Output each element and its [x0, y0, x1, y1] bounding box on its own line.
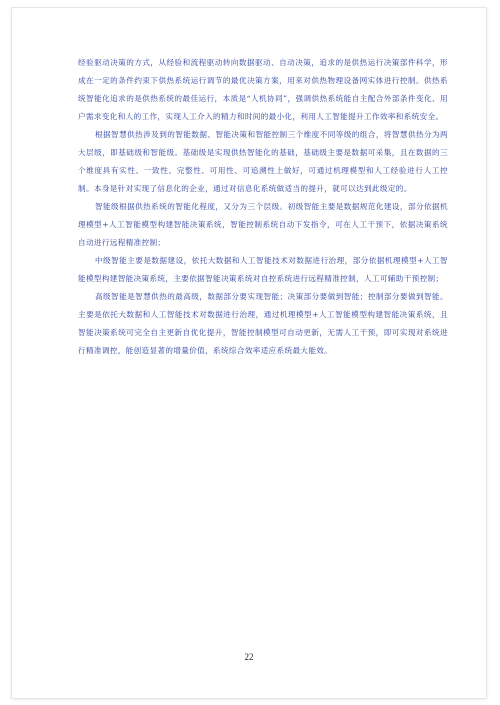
page-number: 22: [244, 652, 254, 662]
document-page: [12, 8, 486, 698]
paragraph-intelligent-level: 智能级根据供热系统的智能化程度，又分为三个层级。初级智能主要是数据规范化建设，部分依据机理模型+人工智能模型构建智能决策系统，智能控制系统自动下发指令，可在人工干预下，依据决策系统自动进行远程精准控制；: [78, 202, 448, 247]
paragraph-intermediate-level: 中级智能主要是数据建设，依托大数据和人工智能技术对数据进行治理，部分依据机理模型+人工智能模型构建智能决策系统，主要依据智能决策系统对自控系统进行远程精准控制，人工可辅助干预控制；: [78, 256, 448, 283]
paragraph-levels-overview: 根据智慧供热涉及到的智能数据、智能决策和智能控制三个维度不同等级的组合，将智慧供热分为两大层级，即基础级和智能级。基础级是实现供热智能化的基础，基础级主要是数据可采集，且在数据的三个维度具有实性、一致性、完整性、可用性、可追溯性上做好，可通过机理模型和人工经验进行人工控制。本身是针对实现了信息化的企业，通过对信息化系统做适当的提升，就可以达到此级定的。: [78, 130, 448, 193]
paragraph-continuation: 经验驱动决策的方式，从经验和流程驱动转向数据驱动、自动决策，追求的是供热运行决策部件科学，形成在一定的条件约束下供热系统运行调节的最优决策方案，用来对供热物理设备网实体进行控制。供热系统智能化追求的是供热系统的最佳运行，本质是“人机协同”，强调供热系统能自主配合外部条件变化、用户需求变化和人的工作，实现人工介入的精力和时间的最小化，利用人工智能提升工作效率和系统安全。: [78, 58, 448, 121]
body-text: [78, 54, 448, 360]
paragraph-advanced-level: 高级智能是智慧供热的最高级，数据部分要实现智能；决策部分要做到智能；控制部分要做到智能。主要是依托大数据和人工智能技术对数据进行治理，通过机理模型+人工智能模型构建智能决策系统，且智能决策系统可完全自主更新自优化提升，智能控制模型可自动更新，无需人工干预，即可实现对系统进行精准调控，能创造显著的增量价值，系统综合效率适应系统最大能效。: [78, 292, 448, 355]
